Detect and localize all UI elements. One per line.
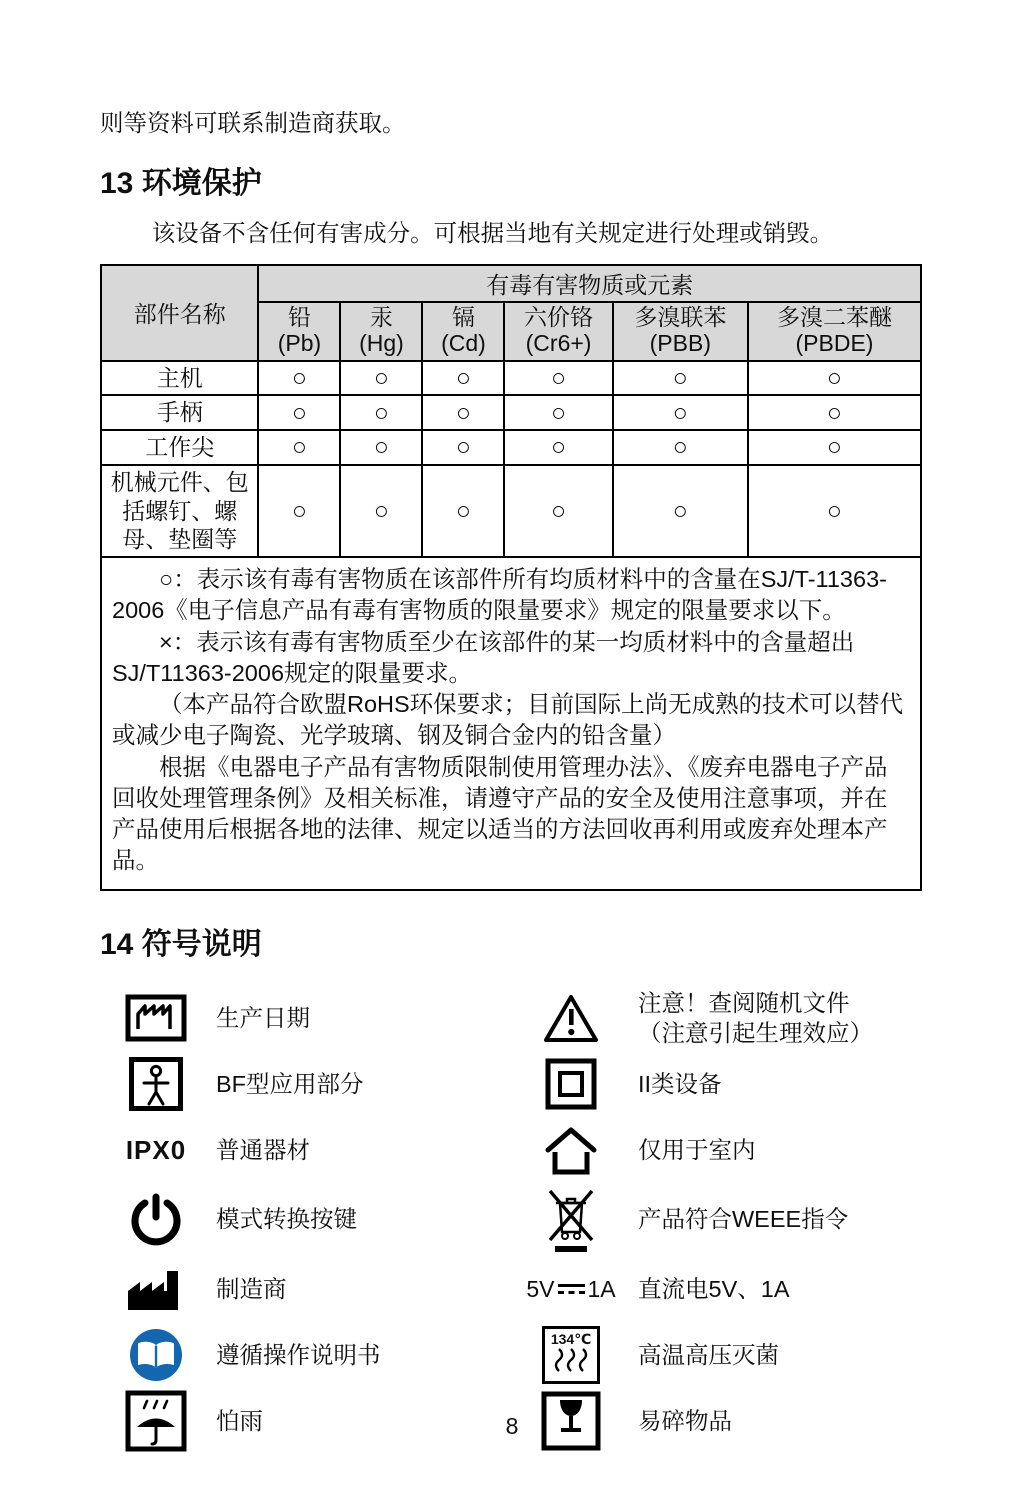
indoor-use-icon [508,1124,634,1176]
symbol-label: BF型应用部分 [216,1070,364,1097]
rohs-mark: ○ [504,430,612,465]
rohs-mark: ○ [748,395,921,430]
part-name-cell: 手柄 [101,395,258,430]
dc-volt-label: 5V [526,1275,555,1302]
column-header-pbb [613,302,748,361]
rohs-mark: ○ [422,395,504,430]
note-paragraph: （本产品符合欧盟RoHS环保要求；目前国际上尚无成熟的技术可以替代或减少电子陶瓷、光学玻璃、钢及铜合金内的铅含量） [112,691,904,749]
column-header-sub: (PBB) [649,329,711,356]
symbol-label: 仅用于室内 [638,1136,756,1163]
note-paragraph: ×：表示该有毒有害物质至少在该部件的某一均质材料中的含量超出SJ/T11363-2006规定的限量要求。 [112,628,855,686]
symbol-label: 直流电5V、1A [638,1275,790,1302]
part-name-cell: 主机 [101,361,258,396]
column-header-cd [422,302,504,361]
column-header-sub: (Cr6+) [525,329,592,356]
ipx0-text [100,1135,212,1166]
section-13-intro: 该设备不含任何有害成分。可根据当地有关规定进行处理或销毁。 [151,220,834,246]
dc-voltage-text [526,1276,615,1303]
bf-applied-part-icon [100,1057,212,1111]
class-ii-icon [508,1058,634,1110]
hazard-group-header: 有毒有害物质或元素 [258,265,921,302]
section-14-title: 14 符号说明 [100,927,262,961]
symbol-label: 产品符合WEEE指令 [638,1206,849,1233]
symbols-grid [100,987,922,1453]
part-name-cell: 机械元件、包括螺钉、螺母、垫圈等 [101,465,258,557]
rohs-mark: ○ [258,430,340,465]
part-row [101,395,921,430]
symbol-label: 制造商 [216,1275,287,1302]
table-header-row-1 [101,265,921,302]
follow-instructions-icon [100,1327,212,1383]
column-header-sub: (Hg) [359,329,404,356]
rohs-mark: ○ [258,395,340,430]
symbol-label: 普通器材 [216,1136,310,1163]
symbol-label-line1: 注意！查阅随机文件 [638,989,850,1016]
column-header-label: 汞 [369,304,393,330]
autoclave-icon [508,1326,634,1384]
rohs-mark: ○ [613,430,748,465]
column-header-sub: (Cd) [441,329,486,356]
column-header-label: 铅 [287,304,311,330]
symbol-label: 模式转换按键 [216,1206,357,1233]
rohs-mark: ○ [340,465,422,557]
symbol-label [634,988,922,1048]
rohs-mark: ○ [504,361,612,396]
column-header-cr6 [504,302,612,361]
column-header-sub: (PBDE) [795,329,874,356]
dc-voltage-icon [508,1276,634,1303]
part-name-cell: 工作尖 [101,430,258,465]
rohs-mark: ○ [613,395,748,430]
note-paragraph: 根据《电器电子产品有害物质限制使用管理办法》、《废弃电器电子产品回收处理管理条例》及相关标准，请遵守产品的安全及使用注意事项，并在产品使用后根据各地的法律、规定以适当的方法回收再利用或废弃处理本产品。 [112,753,888,874]
column-header-label: 多溴二苯醚 [776,304,892,330]
part-row [101,465,921,557]
dc-symbol [558,1284,585,1294]
ipx0-label: IPX0 [125,1134,187,1165]
rohs-mark: ○ [340,395,422,430]
rohs-mark: ○ [748,430,921,465]
manufacturer-icon [100,1266,212,1312]
column-header-label: 多溴联苯 [634,304,727,330]
symbol-label: 易碎物品 [638,1407,732,1434]
rohs-mark: ○ [748,361,921,396]
rohs-mark: ○ [258,465,340,557]
rohs-mark: ○ [258,361,340,396]
note-paragraph: ○：表示该有毒有害物质在该部件所有均质材料中的含量在SJ/T-11363-2006《电子信息产品有毒有害物质的限量要求》规定的限量要求以下。 [112,566,887,624]
rohs-table [100,264,922,891]
rohs-mark: ○ [422,430,504,465]
part-row [101,430,921,465]
part-row [101,361,921,396]
rohs-mark: ○ [422,361,504,396]
symbol-label: 遵循操作说明书 [216,1341,381,1368]
column-header-sub: (Pb) [277,329,322,356]
rohs-mark: ○ [613,465,748,557]
rohs-mark: ○ [748,465,921,557]
manufacture-date-icon [100,994,212,1042]
part-name-header: 部件名称 [101,265,258,361]
column-header-pb [258,302,340,361]
symbol-label: II类设备 [638,1070,722,1097]
column-header-label: 六价铬 [524,304,594,330]
dc-amp-label: 1A [587,1275,616,1302]
power-button-icon [100,1193,212,1247]
symbol-label-line2: （注意引起生理效应） [638,1020,873,1046]
symbol-label: 高温高压灭菌 [638,1341,779,1368]
rohs-mark: ○ [613,361,748,396]
table-notes-row [101,557,921,890]
rohs-mark: ○ [340,430,422,465]
table-notes [101,557,921,890]
column-header-label: 镉 [451,304,475,330]
caution-icon [508,992,634,1044]
symbol-label: 怕雨 [216,1407,263,1434]
rohs-mark: ○ [504,395,612,430]
column-header-pbde [748,302,921,361]
rohs-mark: ○ [504,465,612,557]
top-text: 则等资料可联系制造商获取。 [100,110,406,136]
column-header-hg [340,302,422,361]
autoclave-temp-label: 134℃ [550,1331,592,1347]
symbol-label: 生产日期 [216,1004,310,1031]
section-13-title: 13 环境保护 [100,167,262,200]
weee-icon [508,1185,634,1255]
rohs-mark: ○ [340,361,422,396]
page-number: 8 [505,1413,519,1439]
rohs-mark: ○ [422,465,504,557]
autoclave-box [542,1326,600,1384]
